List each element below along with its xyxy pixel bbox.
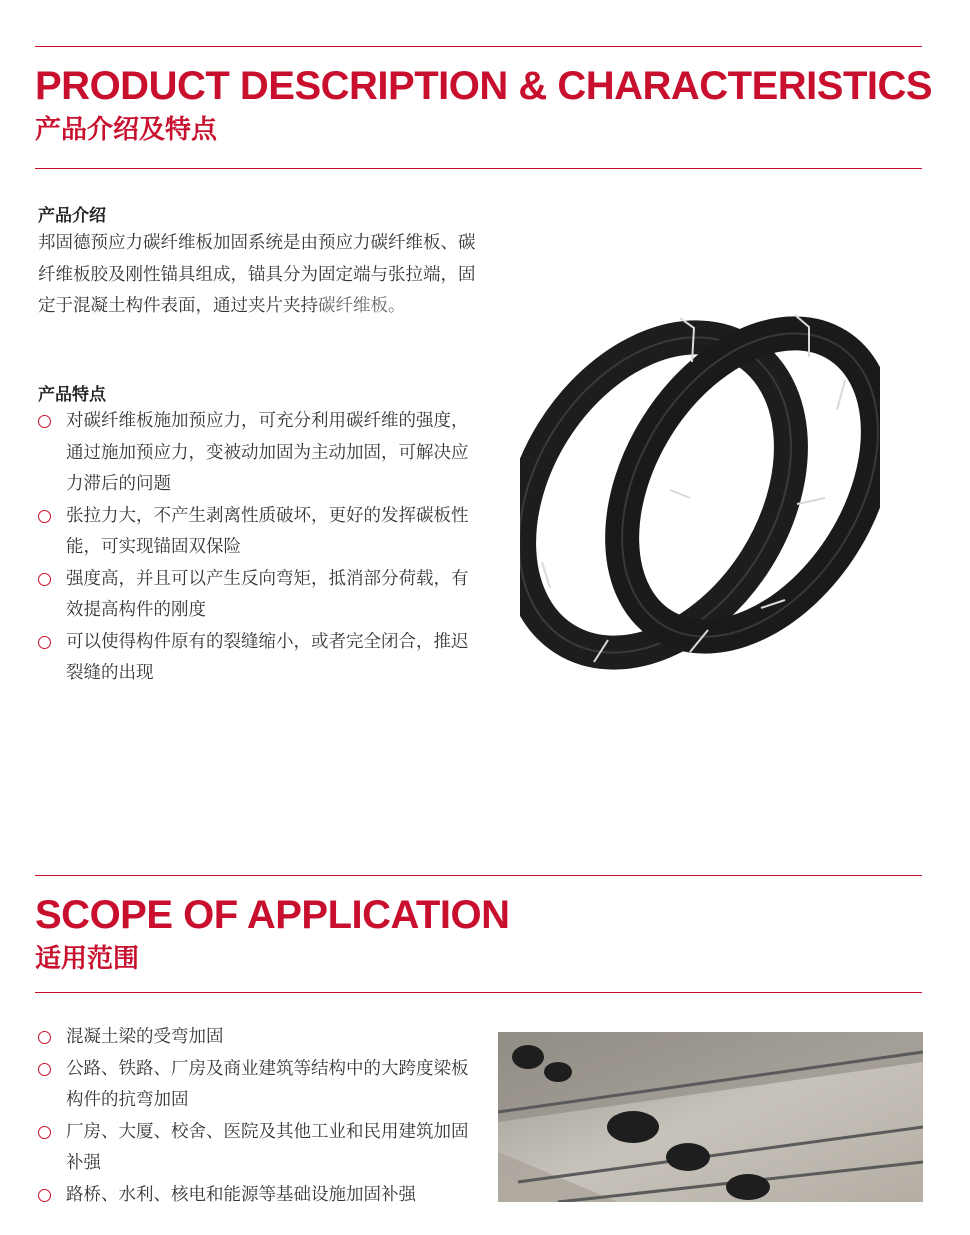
list-item: 路桥、水利、核电和能源等基础设施加固补强 xyxy=(38,1180,478,1212)
bullet-circle-icon xyxy=(38,636,51,649)
bullet-circle-icon xyxy=(38,1189,51,1202)
list-item: 厂房、大厦、校舍、医院及其他工业和民用建筑加固补强 xyxy=(38,1117,478,1180)
bullet-circle-icon xyxy=(38,1063,51,1076)
list-item: 可以使得构件原有的裂缝缩小，或者完全闭合，推迟裂缝的出现 xyxy=(38,627,478,690)
list-item: 强度高，并且可以产生反向弯矩，抵消部分荷载，有效提高构件的刚度 xyxy=(38,564,478,627)
intro-heading: 产品介绍 xyxy=(38,206,106,226)
section2-title-cn: 适用范围 xyxy=(35,944,140,974)
top-divider xyxy=(35,46,922,47)
list-item: 公路、铁路、厂房及商业建筑等结构中的大跨度梁板构件的抗弯加固 xyxy=(38,1054,478,1117)
carbon-plate-coil-image xyxy=(520,300,880,680)
bullet-circle-icon xyxy=(38,1126,51,1139)
application-photo xyxy=(498,1032,923,1202)
bullet-circle-icon xyxy=(38,573,51,586)
section2-top-divider xyxy=(35,875,922,876)
intro-text-tail: 碳纤维板。 xyxy=(318,296,406,316)
section2-divider xyxy=(35,992,922,993)
intro-paragraph xyxy=(38,228,478,323)
list-item: 混凝土梁的受弯加固 xyxy=(38,1022,478,1054)
features-heading: 产品特点 xyxy=(38,385,106,405)
section-title-en: PRODUCT DESCRIPTION & CHARACTERISTICS xyxy=(35,64,933,108)
scope-list xyxy=(38,1022,478,1211)
bullet-circle-icon xyxy=(38,415,51,428)
list-item: 张拉力大，不产生剥离性质破坏，更好的发挥碳板性能，可实现锚固双保险 xyxy=(38,501,478,564)
features-list xyxy=(38,406,478,690)
intro-text: 邦固德预应力碳纤维板加固系统是由预应力碳纤维板、碳纤维板胶及刚性锚具组成，锚具分为固定端与张拉端，固定于混凝土构件表面，通过夹片夹持 xyxy=(38,233,476,316)
section-divider xyxy=(35,168,922,169)
list-item: 对碳纤维板施加预应力，可充分利用碳纤维的强度，通过施加预应力，变被动加固为主动加固，可解决应力滞后的问题 xyxy=(38,406,478,501)
bullet-circle-icon xyxy=(38,1031,51,1044)
bullet-circle-icon xyxy=(38,510,51,523)
section2-title-en: SCOPE OF APPLICATION xyxy=(35,893,510,937)
section-title-cn: 产品介绍及特点 xyxy=(35,115,218,145)
